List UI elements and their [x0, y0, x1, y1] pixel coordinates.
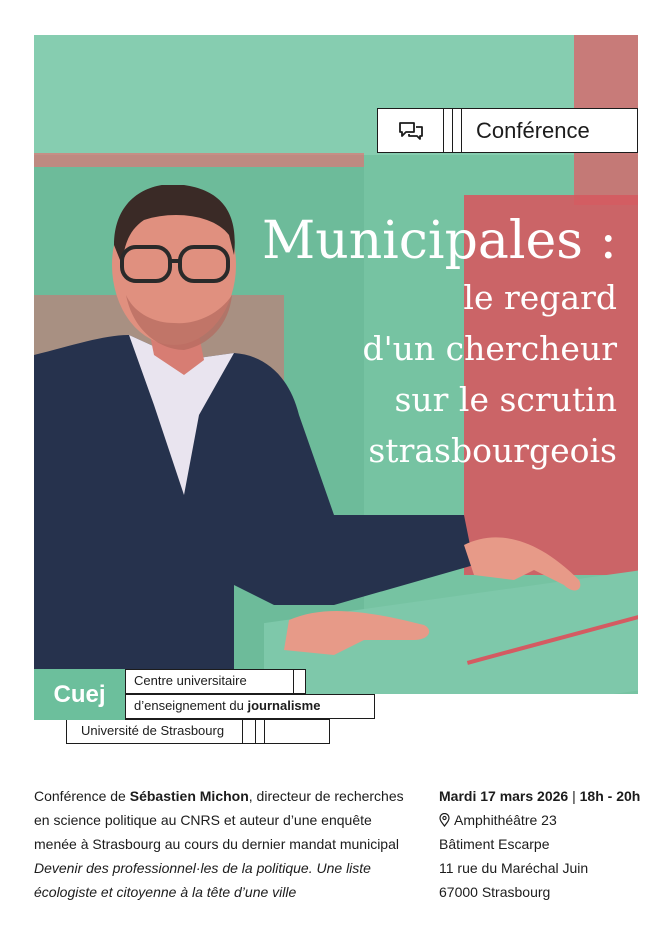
event-building: Bâtiment Escarpe — [439, 836, 550, 852]
title-line-3: d'un chercheur — [362, 329, 617, 368]
book-title: Devenir des professionnel·les de la politique. Une liste écologiste et citoyenne à la tête d’une ville — [34, 860, 371, 900]
event-city: 67000 Strasbourg — [439, 884, 551, 900]
event-description: Conférence de Sébastien Michon, directeur de recherches en science politique au CNRS et auteur d’une enquête menée à Strasbourg au cours du dernier mandat municipal Devenir des professionnel·les de la politique. Une liste écologiste et citoyenne à la tête d’une ville — [34, 788, 404, 900]
tag-label: Conférence — [476, 117, 590, 143]
title-line-5: strasbourgeois — [368, 431, 617, 470]
title-line-1: Municipales : — [261, 211, 617, 271]
logo-short: Cuej — [34, 669, 125, 720]
event-info — [439, 784, 639, 904]
event-street: 11 rue du Maréchal Juin — [439, 860, 589, 876]
speaker-name: Sébastien Michon — [129, 788, 249, 804]
title-line-4: sur le scrutin — [394, 380, 617, 419]
title-line-2: le regard — [463, 278, 617, 317]
location-pin-icon — [439, 813, 450, 827]
logo-university: Université de Strasbourg — [66, 719, 330, 744]
page-title — [262, 210, 617, 476]
conference-tag — [377, 108, 638, 153]
logo-line-1: Centre universitaire — [125, 669, 306, 694]
event-date-time: Mardi 17 mars 2026 | 18h - 20h — [439, 788, 641, 804]
logo-line-2: d’enseignement du journalisme — [125, 694, 375, 719]
event-room: Amphithéâtre 23 — [439, 808, 639, 832]
speech-bubbles-icon — [378, 109, 444, 152]
